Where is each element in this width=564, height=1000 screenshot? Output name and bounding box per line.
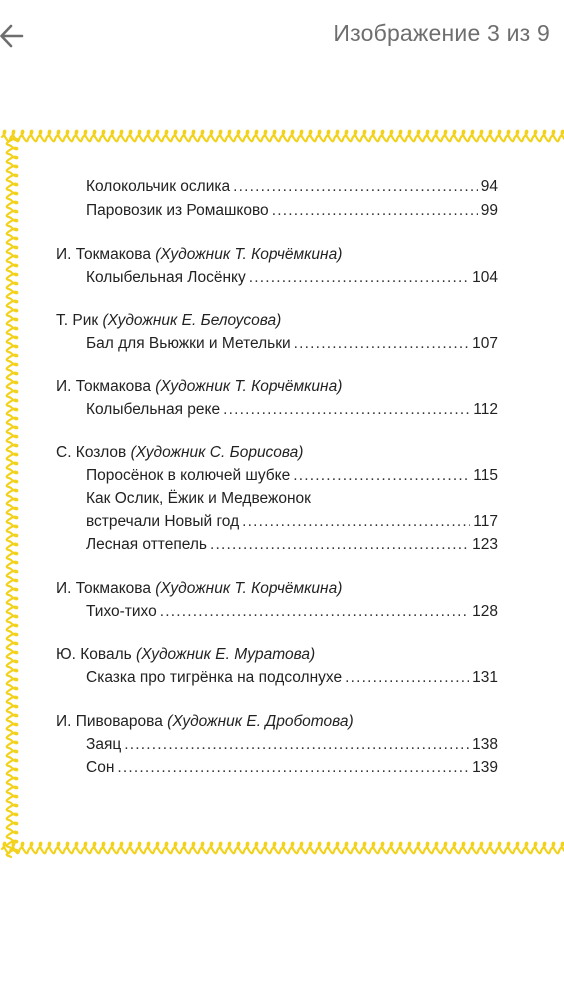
toc-entry: Колокольчик ослика ..... 94 (86, 176, 498, 198)
toc-entry: Сон ..... 139 (86, 757, 498, 779)
toc-author: И. Токмакова (Художник Т. Корчёмкина) (56, 580, 343, 597)
toc-entry: Сказка про тигрёнка на подсолнухе ..... 131 (86, 667, 498, 689)
toc-author: Т. Рик (Художник Е. Белоусова) (56, 312, 282, 329)
toc-author: С. Козлов (Художник С. Борисова) (56, 444, 304, 461)
top-bar (0, 0, 564, 72)
toc-entry: Поросёнок в колючей шубке ..... 115 (86, 465, 498, 487)
toc-entry: Колыбельная реке ..... 112 (86, 399, 498, 421)
toc-author: И. Пивоварова (Художник Е. Дроботова) (56, 713, 354, 730)
toc-entry: Бал для Вьюжки и Метельки ..... 107 (86, 333, 498, 355)
arrow-left-icon (0, 18, 28, 54)
image-counter-title: Изображение 3 из 9 (333, 20, 550, 46)
toc-author: И. Токмакова (Художник Т. Корчёмкина) (56, 246, 343, 263)
toc-author: Ю. Коваль (Художник Е. Муратова) (56, 646, 316, 663)
toc-entry: Заяц ..... 138 (86, 734, 498, 756)
book-page-image (0, 115, 564, 865)
toc-entry: Паровозик из Ромашково ..... 99 (86, 200, 498, 222)
toc-entry: Колыбельная Лосёнку ..... 104 (86, 267, 498, 289)
toc-entry: Тихо-тихо ..... 128 (86, 601, 498, 623)
back-button[interactable] (0, 18, 28, 54)
toc-entry: встречали Новый год ..... 117 (86, 511, 498, 533)
toc-entry-first-line: Как Ослик, Ёжик и Медвежонок (86, 490, 311, 507)
toc-entry: Лесная оттепель ..... 123 (86, 534, 498, 556)
toc-author: И. Токмакова (Художник Т. Корчёмкина) (56, 378, 343, 395)
